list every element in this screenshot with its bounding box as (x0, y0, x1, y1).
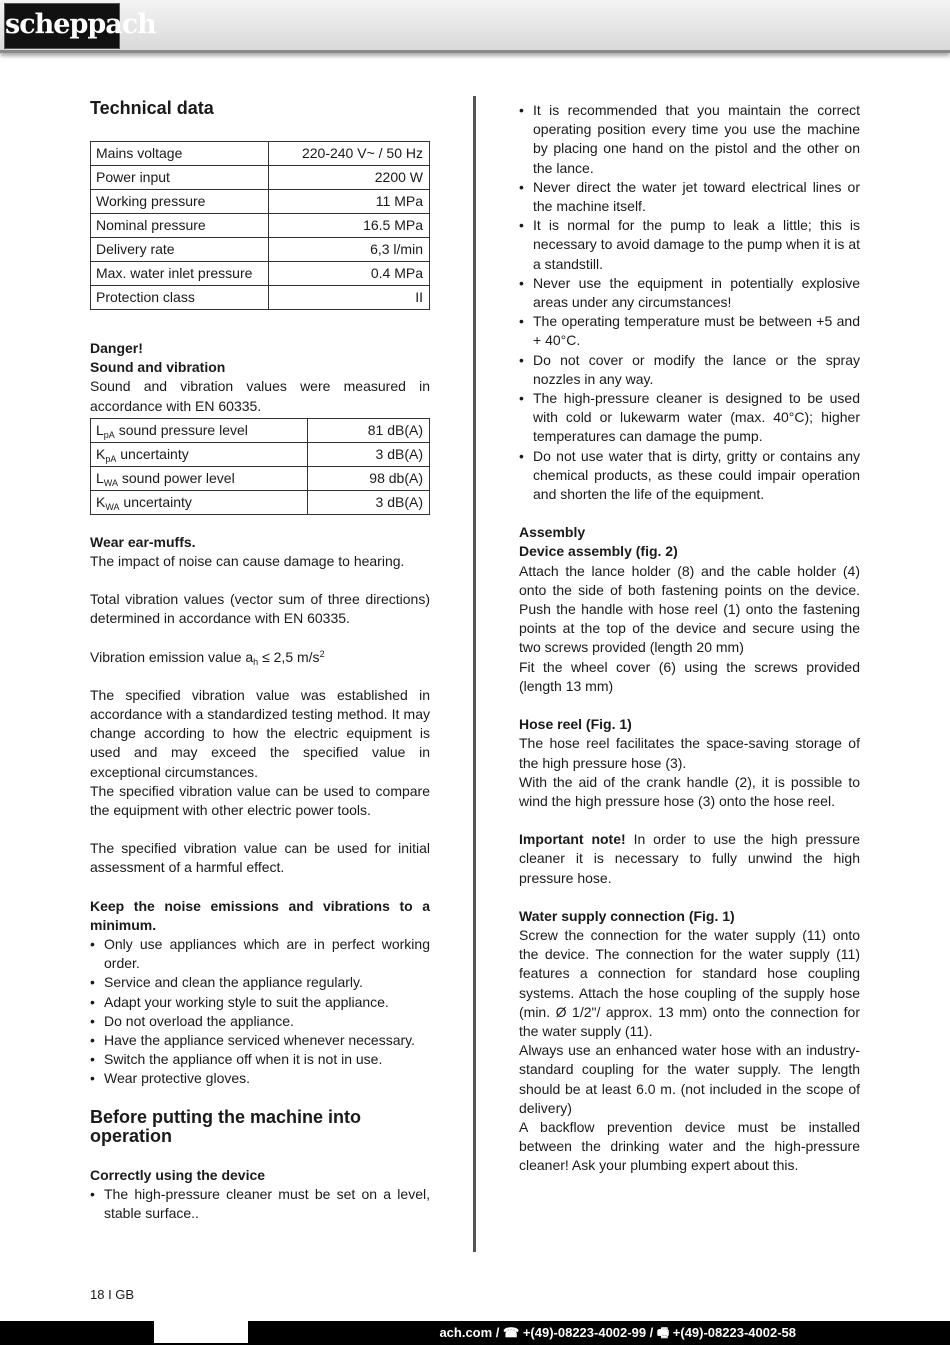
sound-symbol: K (96, 493, 106, 510)
footer-contact: ach.com / ☎ +(49)-08223-4002-99 / 🖷 +(49)-08223-4002-58 (439, 1325, 796, 1340)
list-item: • Never use the equipment in potentially explosive areas under any circumstances! (519, 274, 860, 312)
vibration-emission-sup: 2 (319, 648, 325, 659)
sound-label: sound pressure level (114, 421, 248, 438)
keep-emissions-list (90, 935, 430, 1089)
sound-row (91, 418, 430, 442)
sound-vibration-text: Sound and vibration values were measured in accordance with EN 60335. (90, 378, 430, 414)
tech-row (91, 142, 430, 166)
left-column (90, 96, 430, 1223)
sound-subscript: pA (103, 429, 115, 440)
sound-subscript: WA (105, 501, 120, 512)
water-supply-text-1: Screw the connection for the water supply (11) onto the device. The connection for the water supply (11) features a connection for standard hose coupling systems. Attach the hose coupling of the supply hose (min. Ø 1/2"/ approx. 13 mm) onto the connection for the water supply (11). (519, 926, 860, 1039)
sound-symbol: K (96, 445, 106, 462)
list-item: • Service and clean the appliance regularly. (90, 973, 430, 992)
device-assembly-heading: Device assembly (fig. 2) (519, 543, 678, 560)
list-item: • It is recommended that you maintain the correct operating position every time you use the machine by placing one hand on the pistol and the other on the lance. (519, 101, 860, 178)
right-column (519, 101, 860, 1176)
list-item: • Wear protective gloves. (90, 1069, 430, 1088)
tech-label: Protection class (91, 286, 269, 310)
noise-damage-text: The impact of noise can cause damage to hearing. (90, 553, 405, 570)
sound-value: 3 dB(A) (308, 442, 430, 466)
tech-label: Power input (91, 166, 269, 190)
correct-use-list (90, 1185, 430, 1223)
vibration-emission-value (90, 648, 430, 667)
tech-row (91, 166, 430, 190)
sound-vibration-heading: Sound and vibration (90, 359, 226, 376)
sound-row (91, 442, 430, 466)
technical-data-table (90, 141, 430, 310)
tech-row (91, 286, 430, 310)
assembly-text-1: Attach the lance holder (8) and the cable holder (4) onto the side of both fastening points on the device. Push the handle with hose reel (1) onto the fastening points at the top of the device and secure using the two screws provided (length 20 mm) (519, 562, 860, 656)
vibration-spec-text-2: The specified vibration value can be used to compare the equipment with other electric power tools. (90, 782, 430, 819)
tech-row (91, 214, 430, 238)
vibration-spec-text-3: The specified vibration value can be used for initial assessment of a harmful effect. (90, 840, 430, 876)
tech-value: 2200 W (269, 166, 430, 190)
footer-bar (0, 1321, 950, 1345)
list-item: • Do not overload the appliance. (90, 1012, 430, 1031)
tech-value: 11 MPa (269, 190, 430, 214)
list-item: • It is normal for the pump to leak a little; this is necessary to avoid damage to the pump when it is at a standstill. (519, 216, 860, 274)
important-note-label: Important note! (519, 831, 626, 848)
sound-row (91, 490, 430, 514)
list-item: • The operating temperature must be between +5 and + 40°C. (519, 312, 860, 350)
safety-bullets-list (519, 101, 860, 504)
tech-value: 6,3 l/min (269, 238, 430, 262)
vibration-spec-text-1: The specified vibration value was established in accordance with a standardized testing method. It may change according to how the electric equipment is used and may exceed the specified value in exceptional circumstances. (90, 686, 430, 780)
sound-symbol: L (96, 469, 104, 486)
list-item: • Switch the appliance off when it is not in use. (90, 1050, 430, 1069)
tech-label: Delivery rate (91, 238, 269, 262)
tech-row (91, 190, 430, 214)
assembly-heading: Assembly (519, 524, 586, 541)
sound-label-cell (91, 466, 308, 490)
column-divider (473, 96, 476, 1252)
list-item: • Do not use water that is dirty, gritty or contains any chemical products, as these could impair operation and shorten the life of the equipment. (519, 447, 860, 505)
vibration-emission-prefix: Vibration emission value a (90, 648, 254, 665)
tech-row (91, 262, 430, 286)
tech-value: 16.5 MPa (269, 214, 430, 238)
tech-label: Working pressure (91, 190, 269, 214)
sound-table (90, 418, 430, 515)
sound-label: uncertainty (119, 493, 192, 510)
footer-white-block (154, 1321, 248, 1343)
water-supply-text-3: A backflow prevention device must be installed between the drinking water and the high-pressure cleaner! Ask your plumbing expert about this. (519, 1118, 860, 1174)
page-number: 18 I GB (90, 1287, 135, 1302)
sound-value: 3 dB(A) (308, 490, 430, 514)
vibration-emission-sub: h (253, 656, 259, 667)
list-item: • The high-pressure cleaner is designed to be used with cold or lukewarm water (max. 40°C); higher temperatures can damage the pump. (519, 389, 860, 447)
list-item: • Have the appliance serviced whenever necessary. (90, 1031, 430, 1050)
hose-reel-text-2: With the aid of the crank handle (2), it is possible to wind the high pressure hose (3) onto the hose reel. (519, 773, 860, 809)
before-operation-heading: Before putting the machine into operation (90, 1106, 362, 1146)
sound-label-cell (91, 418, 308, 442)
water-supply-heading: Water supply connection (Fig. 1) (519, 907, 735, 924)
sound-label: uncertainty (116, 445, 189, 462)
tech-value: 220-240 V~ / 50 Hz (269, 142, 430, 166)
sound-label-cell (91, 490, 308, 514)
sound-label-cell (91, 442, 308, 466)
tech-row (91, 238, 430, 262)
water-supply-text-2: Always use an enhanced water hose with an industry-standard coupling for the water supply. The length should be at least 6.0 m. (not included in the scope of delivery) (519, 1042, 860, 1116)
danger-label: Danger! (90, 340, 143, 356)
list-item: • Adapt your working style to suit the appliance. (90, 993, 430, 1012)
tech-label: Mains voltage (91, 142, 269, 166)
list-item: • The high-pressure cleaner must be set on a level, stable surface.. (90, 1185, 430, 1223)
sound-symbol: L (96, 421, 104, 438)
hose-reel-text-1: The hose reel facilitates the space-saving storage of the high pressure hose (3). (519, 735, 860, 771)
sound-row (91, 466, 430, 490)
important-note (519, 830, 860, 888)
list-item: • Never direct the water jet toward electrical lines or the machine itself. (519, 178, 860, 216)
sound-value: 81 dB(A) (308, 418, 430, 442)
hose-reel-heading: Hose reel (Fig. 1) (519, 716, 632, 733)
list-item: • Do not cover or modify the lance or the spray nozzles in any way. (519, 351, 860, 389)
tech-value: II (269, 286, 430, 310)
tech-label: Max. water inlet pressure (91, 262, 269, 286)
assembly-text-2: Fit the wheel cover (6) using the screws provided (length 13 mm) (519, 658, 860, 694)
list-item: • Only use appliances which are in perfect working order. (90, 935, 430, 973)
vibration-emission-value-text: ≤ 2,5 m/s (258, 648, 320, 665)
technical-data-title: Technical data (90, 98, 214, 118)
sound-subscript: pA (105, 453, 117, 464)
total-vibration-text: Total vibration values (vector sum of three directions) determined in accordance with EN 60335. (90, 591, 430, 627)
tech-label: Nominal pressure (91, 214, 269, 238)
correct-use-heading: Correctly using the device (90, 1166, 266, 1183)
important-note-text: In order to use the high pressure cleaner it is necessary to fully unwind the high pressure hose. (519, 831, 861, 886)
sound-value: 98 db(A) (308, 466, 430, 490)
keep-emissions-heading: Keep the noise emissions and vibrations to a minimum. (90, 897, 430, 933)
sound-subscript: WA (103, 477, 118, 488)
sound-label: sound power level (117, 469, 235, 486)
ear-muffs-warning: Wear ear-muffs. (90, 533, 196, 550)
page-header (0, 0, 950, 53)
tech-value: 0.4 MPa (269, 262, 430, 286)
scheppach-logo: scheppach (4, 3, 120, 49)
